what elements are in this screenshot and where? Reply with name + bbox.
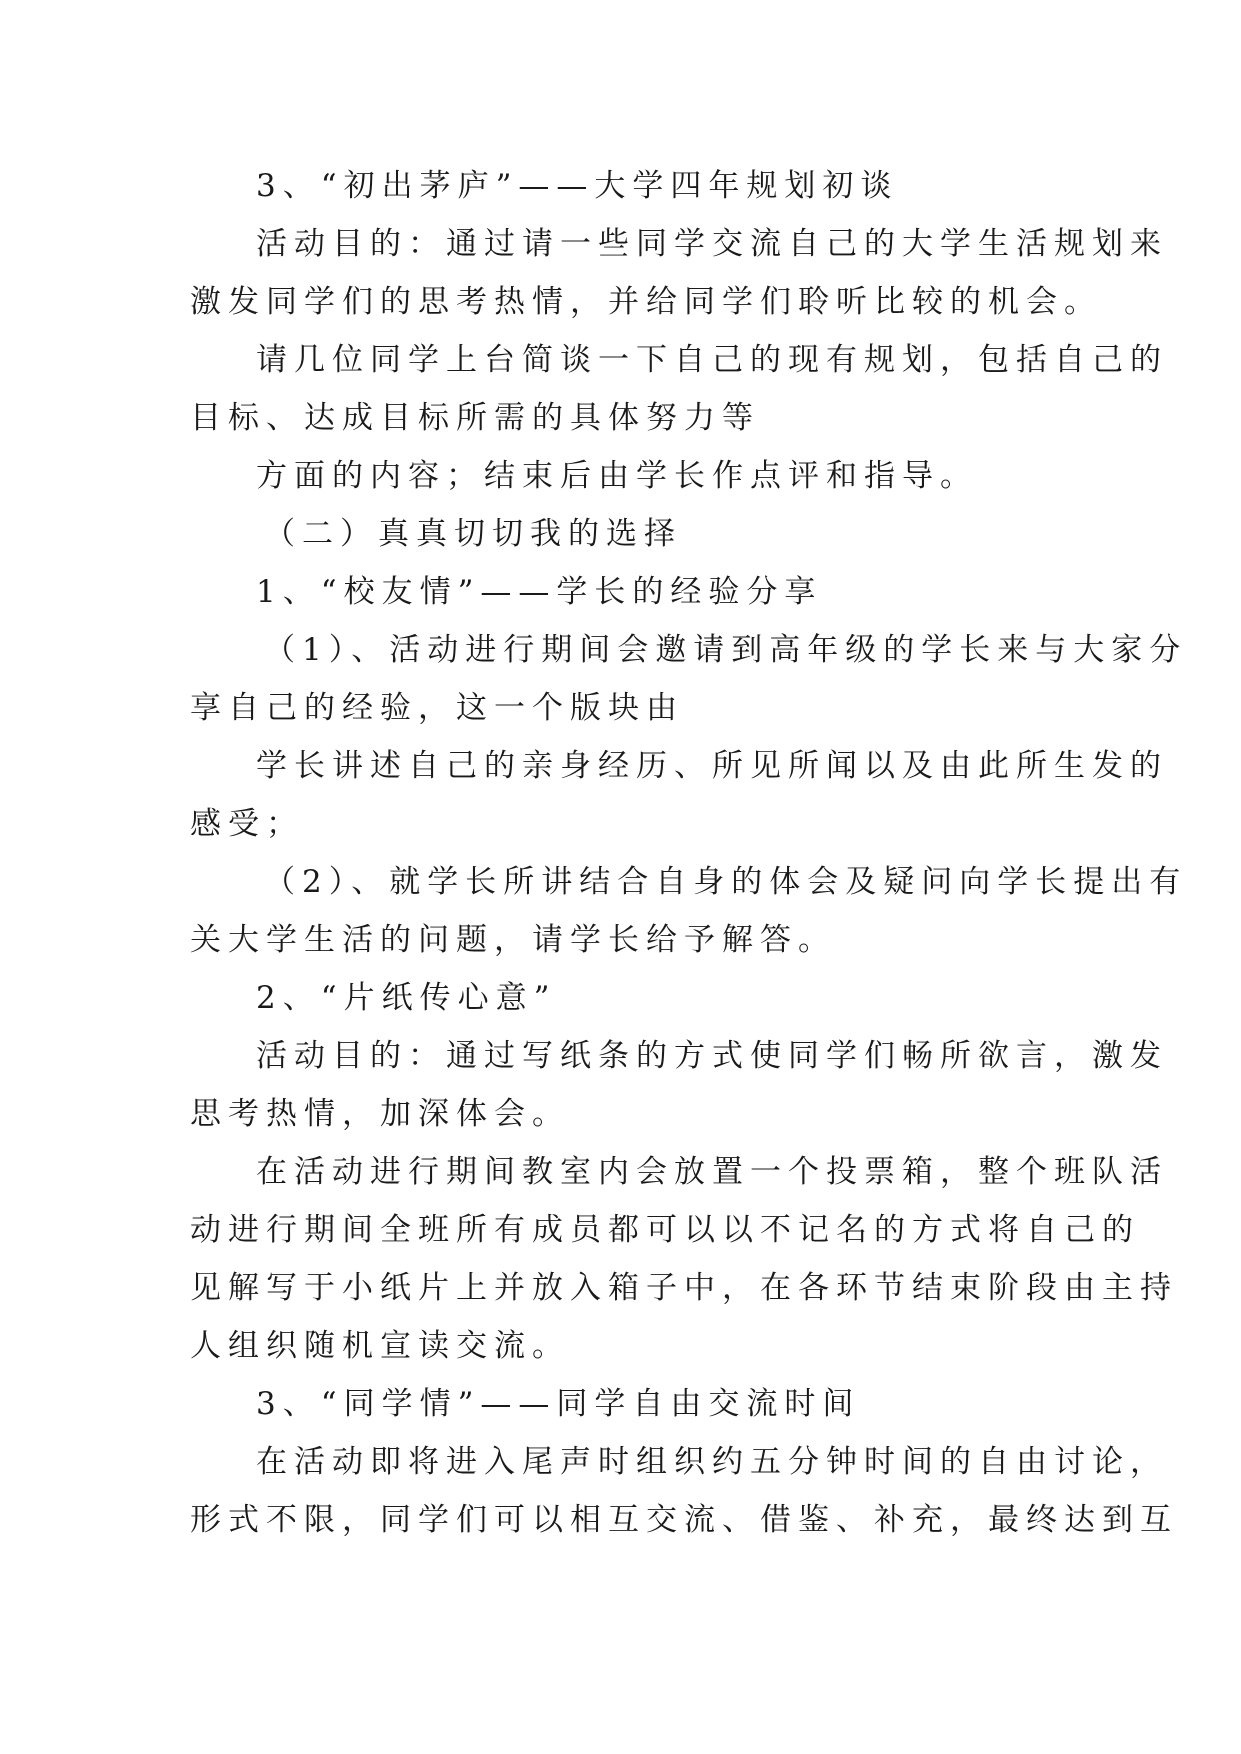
paragraph-line: 请几位同学上台简谈一下自己的现有规划，包括自己的	[256, 342, 1168, 378]
heading-section-3-planning: 3、“初出茅庐”——大学四年规划初谈	[256, 168, 899, 204]
paragraph-line: 形式不限，同学们可以相互交流、借鉴、补充，最终达到互	[190, 1502, 1178, 1538]
paragraph-line: 在活动即将进入尾声时组织约五分钟时间的自由讨论，	[256, 1444, 1168, 1480]
paragraph-line: 感受；	[190, 806, 304, 842]
paragraph-line: 人组织随机宣读交流。	[190, 1328, 570, 1364]
heading-section-1-alumni: 1、“校友情”——学长的经验分享	[256, 574, 823, 610]
paragraph-line: 方面的内容；结束后由学长作点评和指导。	[256, 458, 978, 494]
paragraph-line: 学长讲述自己的亲身经历、所见所闻以及由此所生发的	[256, 748, 1168, 784]
paragraph-line: 思考热情，加深体会。	[190, 1096, 570, 1132]
paragraph-line: 活动目的：通过写纸条的方式使同学们畅所欲言，激发	[256, 1038, 1168, 1074]
paragraph-line: 活动目的：通过请一些同学交流自己的大学生活规划来	[256, 226, 1168, 262]
heading-part-2: （二）真真切切我的选择	[264, 516, 682, 552]
paragraph-line: 享自己的经验，这一个版块由	[190, 690, 684, 726]
paragraph-line: 动进行期间全班所有成员都可以以不记名的方式将自己的	[190, 1212, 1140, 1248]
heading-section-3-classmates: 3、“同学情”——同学自由交流时间	[256, 1386, 861, 1422]
paragraph-line: （2）、就学长所讲结合自身的体会及疑问向学长提出有	[264, 864, 1188, 900]
heading-section-2-notes: 2、“片纸传心意”	[256, 980, 557, 1016]
paragraph-line: 激发同学们的思考热情，并给同学们聆听比较的机会。	[190, 284, 1102, 320]
paragraph-line: （1）、活动进行期间会邀请到高年级的学长来与大家分	[264, 632, 1188, 668]
paragraph-line: 在活动进行期间教室内会放置一个投票箱，整个班队活	[256, 1154, 1168, 1190]
paragraph-line: 目标、达成目标所需的具体努力等	[190, 400, 760, 436]
paragraph-line: 见解写于小纸片上并放入箱子中，在各环节结束阶段由主持	[190, 1270, 1178, 1306]
paragraph-line: 关大学生活的问题，请学长给予解答。	[190, 922, 836, 958]
